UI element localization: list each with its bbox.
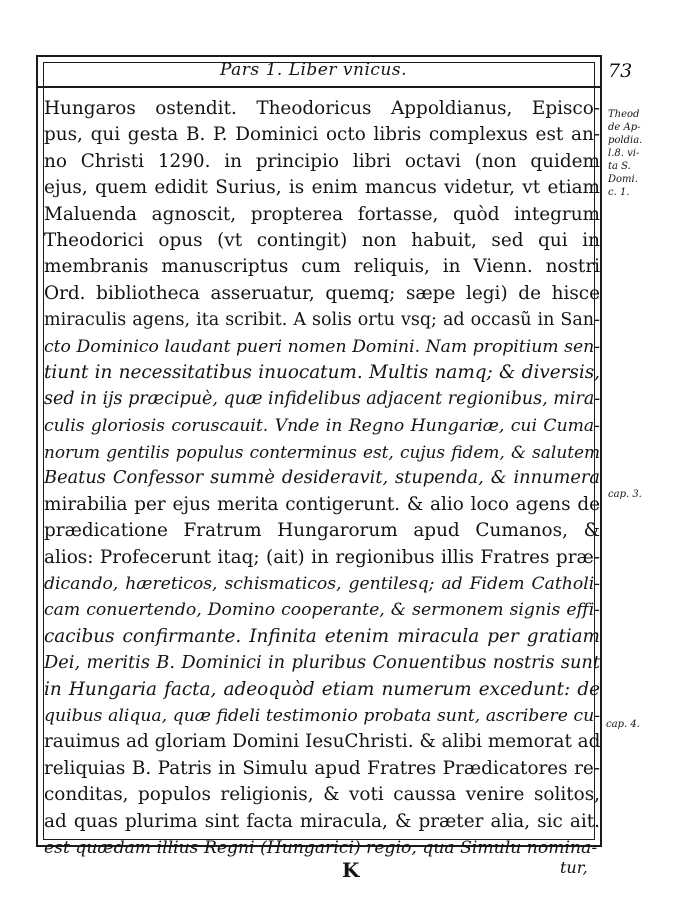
margin-note-line: poldia. (608, 135, 643, 146)
body-line: sed in ijs præcipuè, quæ infidelibus adjacent regionibus, mira- (44, 389, 600, 410)
margin-note-line: l.8. vi- (608, 148, 640, 159)
body-line: rauimus ad gloriam Domini IesuChristi. & alibi memorat ad (44, 731, 600, 753)
body-line: membranis manuscriptus cum reliquis, in Vienn. nostri (44, 256, 600, 278)
body-line: tiunt in necessitatibus inuocatum. Multis namq; & diversis, (44, 361, 600, 383)
body-line: alios: Profecerunt itaq; (ait) in regionibus illis Fratres præ- (44, 546, 600, 568)
body-line: ejus, quem edidit Surius, is enim mancus videtur, vt etiam (44, 177, 600, 199)
body-line: reliquias B. Patris in Simulu apud Fratres Prædicatores re- (44, 757, 600, 779)
body-line: est quædam illius Regni (Hungarici) regio, qua Simulu nomina- (44, 837, 598, 858)
body-line: mirabilia per ejus merita contigerunt. & alio loco agens de (44, 493, 600, 515)
page-number: 73 (608, 60, 633, 82)
body-line: norum gentilis populus conterminus est, cujus fidem, & salutem (44, 442, 600, 463)
margin-note-theodoric (608, 108, 692, 199)
body-line: pus, qui gesta B. P. Dominici octo libris complexus est an- (44, 124, 600, 146)
body-line: cam conuertendo, Domino cooperante, & sermonem signis effi- (44, 600, 600, 621)
signature-mark: K (342, 858, 360, 882)
margin-note-cap-3: cap. 3. (608, 489, 642, 500)
margin-note-line: de Ap- (608, 122, 641, 133)
body-line: culis gloriosis coruscauit. Vnde in Regno Hungariæ, cui Cuma- (44, 415, 600, 436)
body-line: ad quas plurima sint facta miracula, & præter alia, sic ait. (44, 810, 600, 832)
body-line: prædicatione Fratrum Hungarorum apud Cumanos, & (44, 520, 600, 542)
body-line: in Hungaria facta, adeoquòd etiam numerum excedunt: de (44, 678, 600, 700)
body-line: Hungaros ostendit. Theodoricus Appoldianus, Episco- (44, 98, 600, 119)
header-rule (36, 86, 602, 88)
margin-note-line: Domi. (608, 174, 638, 185)
body-line: Maluenda agnoscit, propterea fortasse, quòd integrum (44, 203, 600, 225)
body-line: conditas, populos religionis, & voti caussa venire solitos, (44, 784, 600, 806)
body-line: Dei, meritis B. Dominici in pluribus Conuentibus nostris sunt (44, 652, 600, 674)
body-line: cacibus confirmante. Infinita etenim miracula per gratiam (44, 625, 600, 647)
body-line: Beatus Confessor summè desideravit, stupenda, & innumera (44, 467, 600, 489)
body-line: dicando, hæreticos, schismaticos, gentilesq; ad Fidem Catholi- (44, 574, 600, 595)
body-line: quibus aliqua, quæ fideli testimonio probata sunt, ascribere cu- (44, 705, 600, 726)
margin-note-line: Theod (608, 109, 640, 120)
margin-note-line: c. 1. (608, 187, 630, 198)
running-title: Pars 1. Liber vnicus. (220, 60, 407, 80)
body-line: no Christi 1290. in principio libri octavi (non quidem (44, 150, 600, 172)
body-line: Theodorici opus (vt contingit) non habuit, sed qui in (44, 229, 600, 251)
body-line: cto Dominico laudant pueri nomen Domini. Nam propitium sen- (44, 336, 600, 357)
catchword: tur, (560, 858, 588, 877)
body-line: Ord. bibliotheca asseruatur, quemq; sæpe legi) de hisce (44, 282, 600, 304)
body-line: miraculis agens, ita scribit. A solis ortu vsq; ad occasũ in San- (44, 310, 600, 331)
margin-note-line: ta S. (608, 161, 631, 172)
body-text (44, 96, 600, 861)
margin-note-cap-4: cap. 4. (606, 719, 640, 730)
